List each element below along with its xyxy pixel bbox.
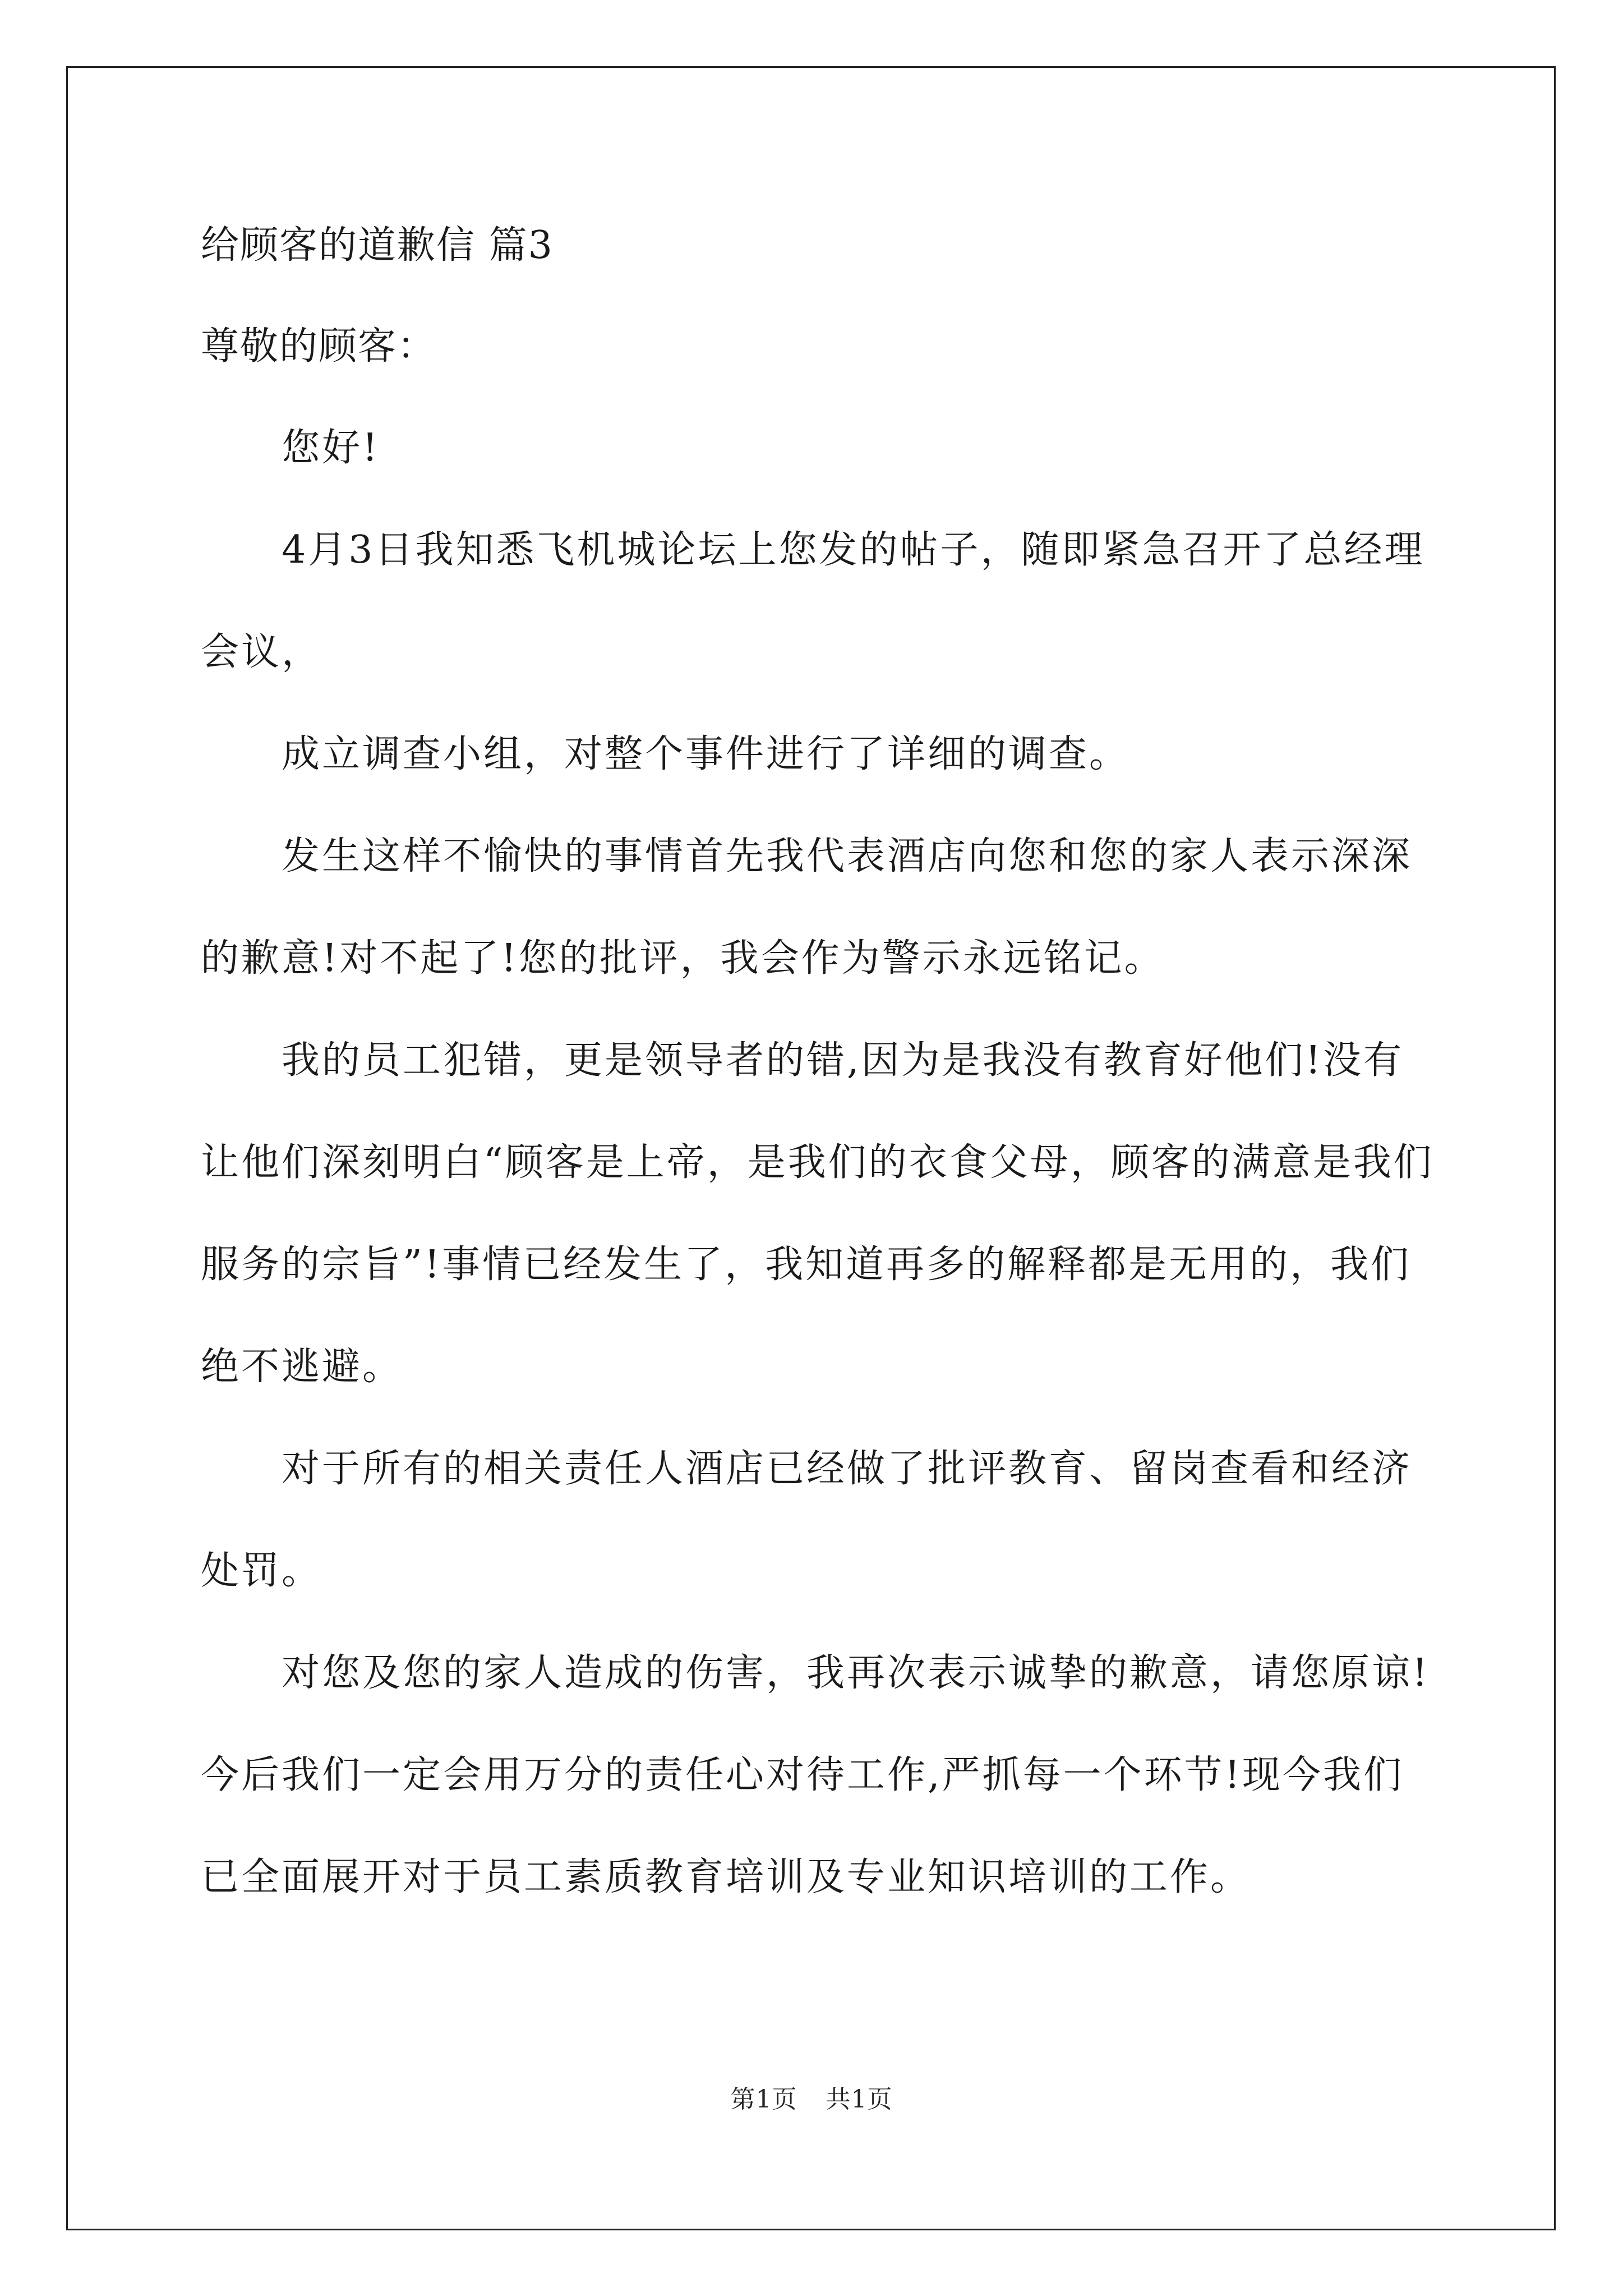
paragraph-1: 4月3日我知悉飞机城论坛上您发的帖子，随即紧急召开了总经理会议， bbox=[201, 528, 1425, 674]
letter-body bbox=[201, 397, 1435, 1929]
page-number-current: 第1页 bbox=[730, 2085, 797, 2114]
paragraph-2: 成立调查小组，对整个事件进行了详细的调查。 bbox=[282, 732, 1130, 776]
paragraph-greeting: 您好! bbox=[282, 426, 380, 470]
paragraph-4: 我的员工犯错，更是领导者的错,因为是我没有教育好他们!没有让他们深刻明白“顾客是上帝，是我们的衣食父母，顾客的满意是我们服务的宗旨”!事情已经发生了，我知道再多的解释都是无用的，我们绝不逃避。 bbox=[201, 1038, 1434, 1389]
paragraph-3: 发生这样不愉快的事情首先我代表酒店向您和您的家人表示深深的歉意!对不起了!您的批评，我会作为警示永远铭记。 bbox=[201, 834, 1413, 981]
paragraph-5: 对于所有的相关责任人酒店已经做了批评教育、留岗查看和经济处罚。 bbox=[201, 1447, 1413, 1593]
paragraph-6: 对您及您的家人造成的伤害，我再次表示诚挚的歉意，请您原谅!今后我们一定会用万分的责任心对待工作,严抓每一个环节!现今我们已全面展开对于员工素质教育培训及专业知识培训的工作。 bbox=[201, 1651, 1430, 1899]
document-title: 给顾客的道歉信 篇3 bbox=[201, 223, 554, 268]
page-footer bbox=[0, 2079, 1623, 2115]
salutation: 尊敬的顾客： bbox=[201, 324, 437, 369]
page-number-total: 共1页 bbox=[826, 2085, 893, 2114]
